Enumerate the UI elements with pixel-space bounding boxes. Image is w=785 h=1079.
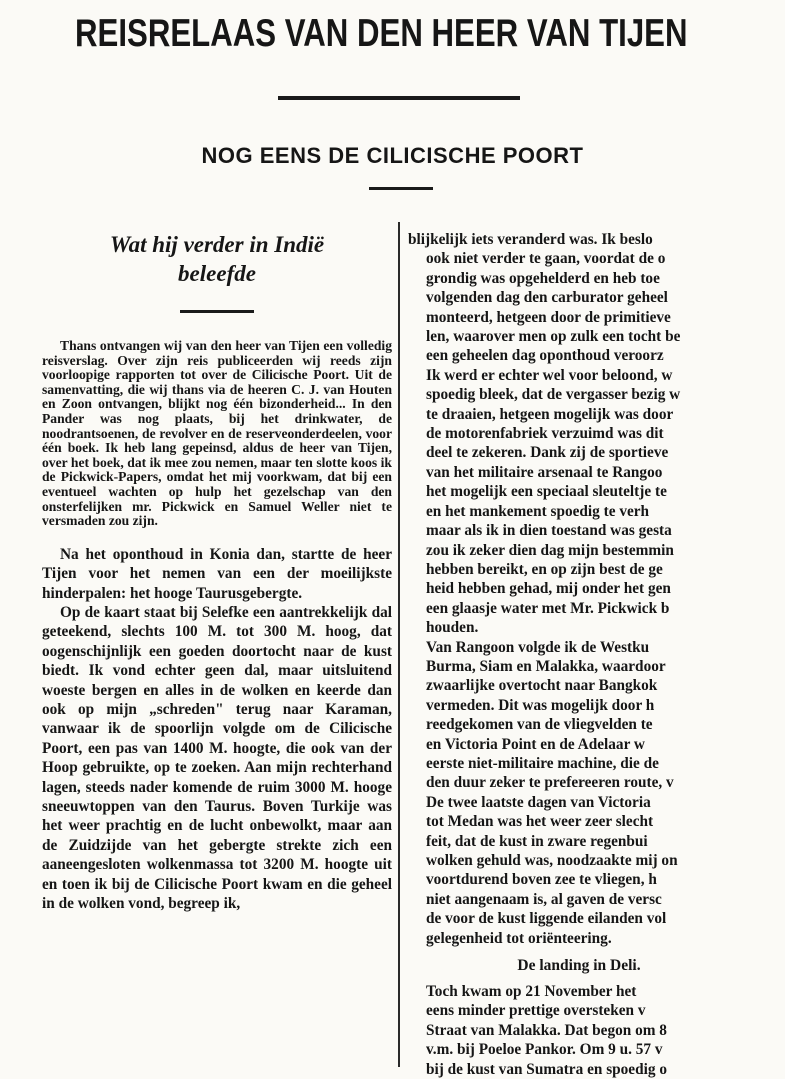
right-line: De twee laatste dagen van Victoria — [426, 793, 651, 811]
right-line: eerste niet-militaire machine, die de — [426, 754, 659, 772]
body-paragraph-2: Op de kaart staat bij Selefke een aantrekkelijk dal geteekend, slechts 100 M. tot 300 M. hoog, dat oogenschijnlijk een goeden doortocht naar de kust biedt. Ik vond echter geen dal, maar uitsluitend woeste bergen en alles in de wolken en keerde dan ook op mijn „schreden" terug naar Karaman, vanwaar ik de spoorlijn volgde om de Cilicische Poort, een pas van 1400 M. hoogte, die ook van der Hoop gebruikte, op te zoeken. Aan mijn rechterhand lagen, steeds nader komende de ruim 3000 M. hooge sneeuwtoppen van den Taurus. Boven Turkije was het weer prachtig en de lucht onbewolkt, maar aan de Zuidzijde van het gebergte strekte zich een aaneengesloten wolkenmassa tot 3200 M. hoogte uit en toen ik bij de Cilicische Poort kwam en die geheel in de wolken vond, begreep ik, — [42, 603, 392, 913]
right-line: Burma, Siam en Malakka, waardoor — [426, 657, 666, 675]
right-line: eens minder prettige oversteken v — [426, 1002, 646, 1020]
right-line: den duur zeker te prefereeren route, v — [426, 774, 674, 792]
right-line: gelegenheid tot oriënteering. — [426, 929, 612, 947]
right-line: heid hebben gehad, mij onder het gen — [426, 580, 671, 598]
right-line: en Victoria Point en de Adelaar w — [426, 735, 645, 753]
right-line: vermeden. Dit was mogelijk door h — [426, 696, 655, 714]
article-title-line2: beleefde — [178, 261, 256, 286]
lead-paragraph: Thans ontvangen wij van den heer van Tijen een volledig reisverslag. Over zijn reis publiceerden wij reeds zijn voorloopige rapporten tot over de Cilicische Poort. Uit de samenvatting, die wij thans via de heeren C. J. van Houten en Zoon ontvangen, blijkt nog één bizonderheid... In den Pander was nog plaats, bij het drinkwater, de noodrantsoenen, de revolver en de reserveonderdeelen, voor één boek. Ik heb lang gepeinsd, aldus de heer van Tijen, over het boek, dat ik mee zou nemen, maar ten slotte koos ik de Pickwick-Papers, omdat het mij voorkwam, dat bij een eventueel wachten op hulp het gezelschap van den onsterfelijken mr. Pickwick en Samuel Weller niet te versmaden zou zijn. — [42, 338, 392, 529]
right-line: len, waarover men op zulk een tocht be — [426, 328, 681, 346]
right-line: de voor de kust liggende eilanden vol — [426, 910, 667, 928]
right-line: en het mankement spoedig te verh — [426, 502, 650, 520]
right-line: een geheelen dag oponthoud veroorz — [426, 347, 664, 365]
right-line: de motorenfabriek verzuimd was dit — [426, 425, 664, 443]
subheadline-rule — [369, 187, 433, 190]
right-line: Toch kwam op 21 November het — [426, 983, 637, 1001]
right-line: monteerd, hetgeen door de primitieve — [426, 308, 671, 326]
column-separator — [398, 222, 400, 1067]
sub-headline: NOG EENS DE CILICISCHE POORT — [201, 143, 584, 168]
right-line: niet aangenaam is, al gaven de versc — [426, 890, 662, 908]
right-line: blijkelijk iets veranderd was. Ik beslo — [408, 231, 653, 248]
right-line: ook niet verder te gaan, voordat de o — [426, 250, 666, 268]
article-title-line1: Wat hij verder in Indië — [109, 232, 325, 257]
right-line: v.m. bij Poeloe Pankor. Om 9 u. 57 v — [426, 1041, 663, 1059]
right-line: Van Rangoon volgde ik de Westku — [426, 638, 650, 656]
right-column — [408, 230, 750, 1078]
article-title — [42, 230, 392, 288]
right-line: voortdurend boven zee te vliegen, h — [426, 871, 657, 889]
left-column — [42, 230, 392, 1067]
body-paragraph-1: Na het oponthoud in Konia dan, startte de heer Tijen voor het nemen van een der moeilijkste hinderpalen: het hooge Taurusgebergte. — [42, 545, 392, 602]
section-intertitle: De landing in Deli. — [517, 957, 641, 975]
article-lead — [42, 339, 392, 529]
right-line: Ik werd er echter wel voor beloond, w — [426, 366, 673, 384]
right-line: wolken gehuld was, noodzaakte mij on — [426, 852, 678, 869]
right-body — [408, 230, 750, 1079]
left-body — [42, 545, 392, 914]
right-line: een glaasje water met Mr. Pickwick b — [426, 599, 670, 617]
right-line: Straat van Malakka. Dat begon om 8 — [426, 1021, 667, 1039]
right-line: grondig was opgehelderd en heb toe — [426, 269, 660, 287]
right-line: feit, dat de kust in zware regenbui — [426, 832, 648, 850]
right-line: te draaien, hetgeen mogelijk was door — [426, 405, 674, 423]
right-line: reedgekomen van de vliegvelden te — [426, 716, 653, 734]
right-line: deel te zekeren. Dank zij de sportieve — [426, 444, 669, 462]
right-line: houden. — [426, 619, 479, 637]
right-line: zwaarlijke overtocht naar Bangkok — [426, 677, 658, 695]
right-line: het mogelijk een speciaal sleuteltje te — [426, 483, 667, 501]
right-line: tot Medan was het weer zeer slecht — [426, 813, 654, 831]
right-line: zou ik zeker dien dag mijn bestemmin — [426, 541, 674, 559]
right-line: van het militaire arsenaal te Rangoo — [426, 463, 663, 481]
newspaper-headline: REISRELAAS VAN DEN HEER VAN TIJEN — [75, 12, 688, 55]
right-line: volgenden dag den carburator geheel — [426, 289, 668, 307]
right-line: maar als ik in dien toestand was gesta — [426, 522, 672, 540]
headline-rule — [278, 96, 520, 100]
right-line: hebben bereikt, en op zijn best de ge — [426, 560, 663, 578]
right-line: spoedig bleek, dat de vergasser bezig w — [426, 386, 681, 404]
right-line: bij de kust van Sumatra en spoedig o — [426, 1060, 667, 1078]
article-title-rule — [180, 310, 254, 313]
